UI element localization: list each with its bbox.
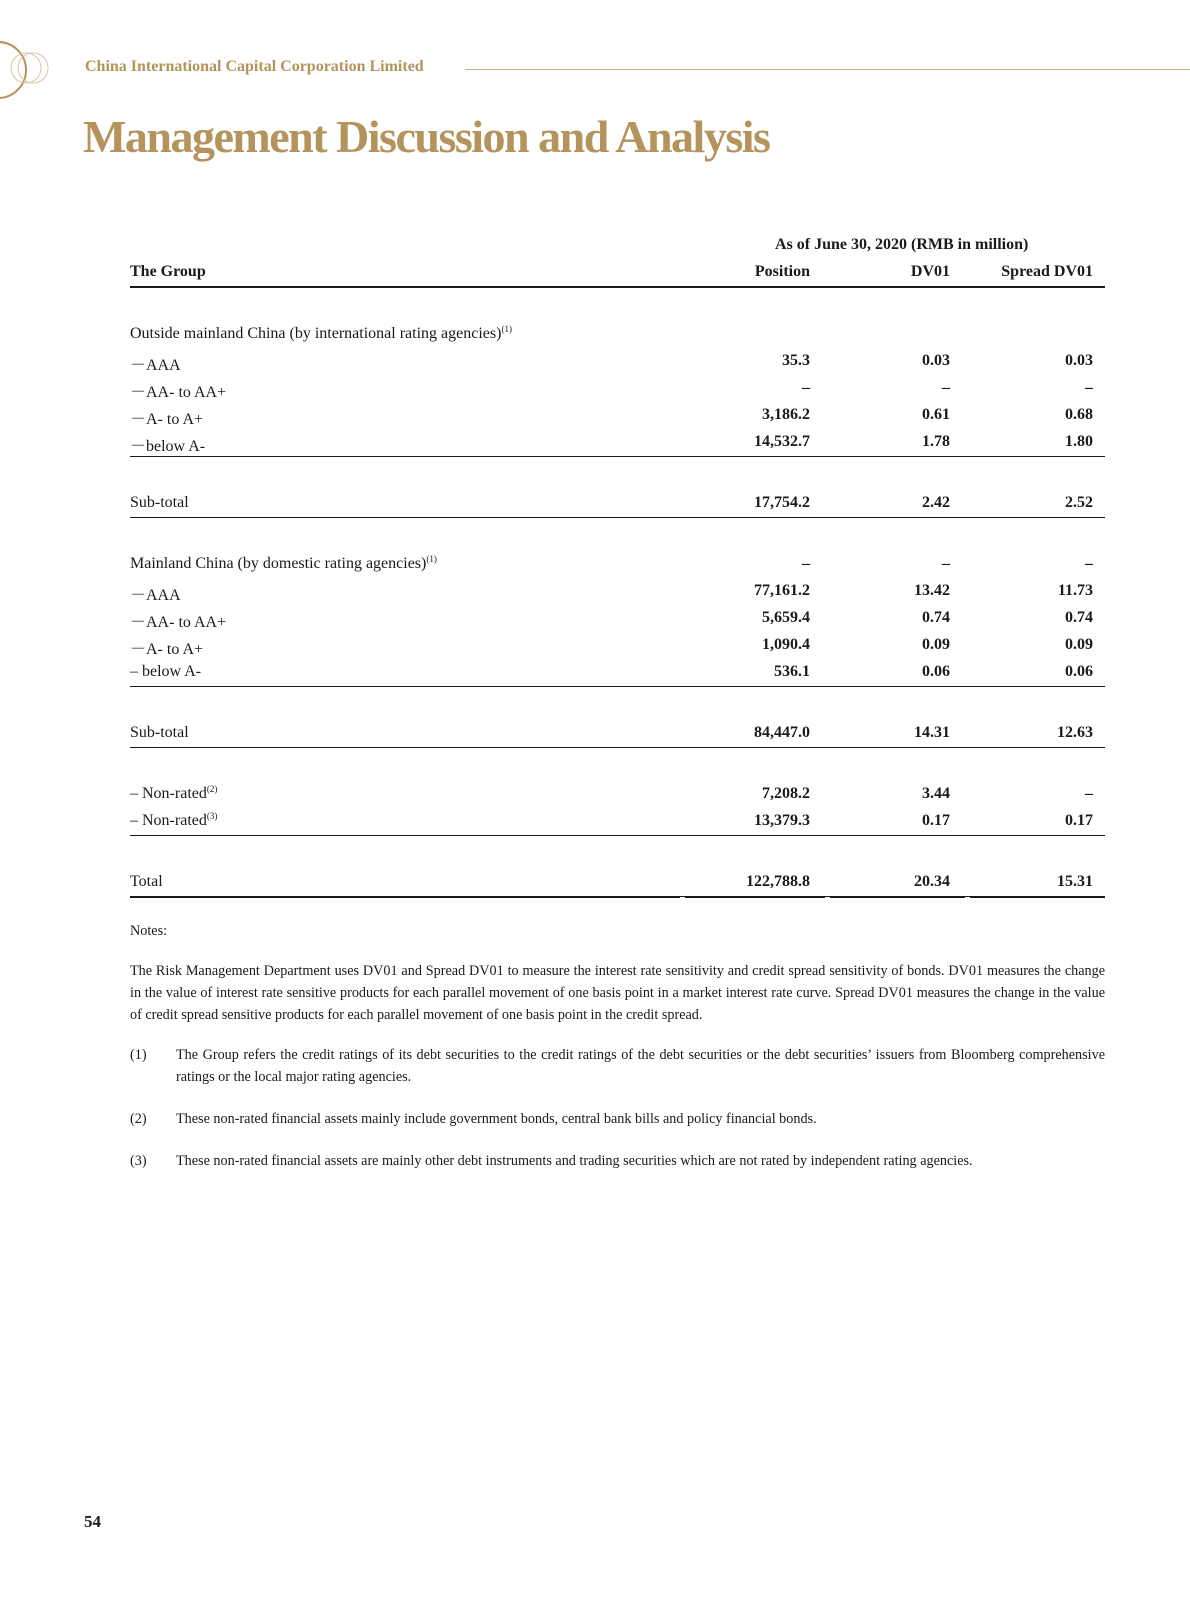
position-value: 13,379.3 [754, 812, 810, 829]
position-value: 1,090.4 [762, 636, 810, 653]
table-row [130, 429, 1105, 457]
spread-dv01-value: 0.03 [1065, 352, 1093, 369]
section-header-outside [130, 321, 1105, 348]
spread-dv01-value: 0.74 [1065, 609, 1093, 626]
notes-title: Notes: [130, 923, 168, 939]
dv01-value: – [942, 379, 950, 396]
position-value: 35.3 [782, 352, 810, 369]
row-label: Sub-total [130, 724, 189, 741]
note-ref: (3) [206, 811, 218, 821]
section-header-mainland [130, 551, 1105, 578]
spread-dv01-value: 0.68 [1065, 406, 1093, 423]
position-value: 536.1 [774, 663, 810, 680]
notes-section [130, 920, 1105, 1192]
column-header-position: Position [754, 263, 810, 280]
row-label: －below A- [130, 438, 206, 455]
group-label: The Group [130, 263, 206, 280]
spread-dv01-value: 1.80 [1065, 433, 1093, 450]
dv01-value: 0.06 [922, 663, 950, 680]
position-value: 14,532.7 [754, 433, 810, 450]
spread-dv01-value: – [1085, 785, 1093, 802]
total-row [130, 869, 1105, 898]
position-value: – [802, 555, 810, 572]
table-row [130, 348, 1105, 375]
dv01-value: 0.61 [922, 406, 950, 423]
position-value: 122,788.8 [746, 873, 810, 890]
dv01-value: 2.42 [922, 494, 950, 511]
dv01-value: 20.34 [914, 873, 950, 890]
column-header-spread-dv01: Spread DV01 [1001, 263, 1093, 280]
table-row [130, 632, 1105, 659]
note-number: (2) [130, 1111, 147, 1127]
position-value: 3,186.2 [762, 406, 810, 423]
row-label: －A- to A+ [130, 411, 204, 428]
table-row [130, 781, 1105, 808]
table-row [130, 808, 1105, 836]
spread-dv01-value: 0.09 [1065, 636, 1093, 653]
note-text: The Group refers the credit ratings of its debt securities to the credit ratings of the debt securities or the debt securities’ issuers from Bloomberg comprehensive ratings or the local major rating agencies. [176, 1047, 1105, 1085]
note-ref: (1) [426, 554, 437, 564]
note-number: (1) [130, 1047, 147, 1063]
row-label: Sub-total [130, 494, 189, 511]
position-value: 17,754.2 [754, 494, 810, 511]
spread-dv01-value: 0.17 [1065, 812, 1093, 829]
dv01-value: 0.17 [922, 812, 950, 829]
row-label: －AAA [130, 587, 181, 604]
table-period-header [130, 232, 1105, 259]
row-label: – Non-rated [130, 785, 207, 802]
table-row [130, 375, 1105, 402]
row-label: – below A- [130, 663, 202, 680]
spread-dv01-value: – [1085, 379, 1093, 396]
row-label: －AA- to AA+ [130, 614, 227, 631]
row-label: －AAA [130, 357, 181, 374]
position-value: 84,447.0 [754, 724, 810, 741]
note-ref: (1) [501, 324, 512, 334]
subtotal-row [130, 720, 1105, 748]
note-item [130, 1108, 1105, 1130]
dv01-value: 1.78 [922, 433, 950, 450]
position-value: 77,161.2 [754, 582, 810, 599]
page-title: Management Discussion and Analysis [83, 111, 770, 162]
note-text: These non-rated financial assets are mainly other debt instruments and trading securities which are not rated by independent rating agencies. [176, 1153, 973, 1169]
spread-dv01-value: 0.06 [1065, 663, 1093, 680]
table-row [130, 605, 1105, 632]
credit-risk-table [130, 232, 1105, 898]
page-number: 54 [84, 1512, 101, 1531]
subtotal-row [130, 490, 1105, 518]
header-rule [465, 69, 1190, 70]
note-item [130, 1044, 1105, 1088]
decorative-circles [0, 40, 60, 100]
dv01-value: 0.09 [922, 636, 950, 653]
dv01-value: 0.74 [922, 609, 950, 626]
row-label: －A- to A+ [130, 641, 204, 658]
row-label: Total [130, 873, 163, 890]
row-label: －AA- to AA+ [130, 384, 227, 401]
position-value: 7,208.2 [762, 785, 810, 802]
spread-dv01-value: 15.31 [1057, 873, 1093, 890]
section-title: Outside mainland China (by international rating agencies) [130, 325, 502, 342]
spread-dv01-value: 12.63 [1057, 724, 1093, 741]
dv01-value: – [942, 555, 950, 572]
dv01-value: 13.42 [914, 582, 950, 599]
dv01-value: 14.31 [914, 724, 950, 741]
spread-dv01-value: – [1085, 555, 1093, 572]
notes-paragraph: The Risk Management Department uses DV01 and Spread DV01 to measure the interest rate sensitivity and credit spread sensitivity of bonds. DV01 measures the change in the value of interest rate sensitive products for each parallel movement of one basis point in a market interest rate curve. Spread DV01 measures the change in the value of credit spread sensitive products for each parallel movement of one basis point in the credit spread. [130, 963, 1105, 1023]
note-text: These non-rated financial assets mainly include government bonds, central bank bills and policy financial bonds. [176, 1111, 817, 1127]
position-value: 5,659.4 [762, 609, 810, 626]
spread-dv01-value: 2.52 [1065, 494, 1093, 511]
table-row [130, 659, 1105, 687]
table-row [130, 402, 1105, 429]
table-column-header [130, 259, 1105, 288]
column-header-dv01: DV01 [910, 263, 950, 280]
company-name: China International Capital Corporation Limited [85, 58, 424, 75]
note-ref: (2) [206, 784, 218, 794]
dv01-value: 3.44 [922, 785, 950, 802]
row-label: – Non-rated [130, 812, 207, 829]
section-title: Mainland China (by domestic rating agencies) [130, 555, 427, 572]
position-value: – [802, 379, 810, 396]
dv01-value: 0.03 [922, 352, 950, 369]
spread-dv01-value: 11.73 [1057, 582, 1093, 599]
note-number: (3) [130, 1153, 147, 1169]
period-label: As of June 30, 2020 (RMB in million) [775, 236, 1029, 253]
table-row [130, 578, 1105, 605]
note-item [130, 1150, 1105, 1172]
